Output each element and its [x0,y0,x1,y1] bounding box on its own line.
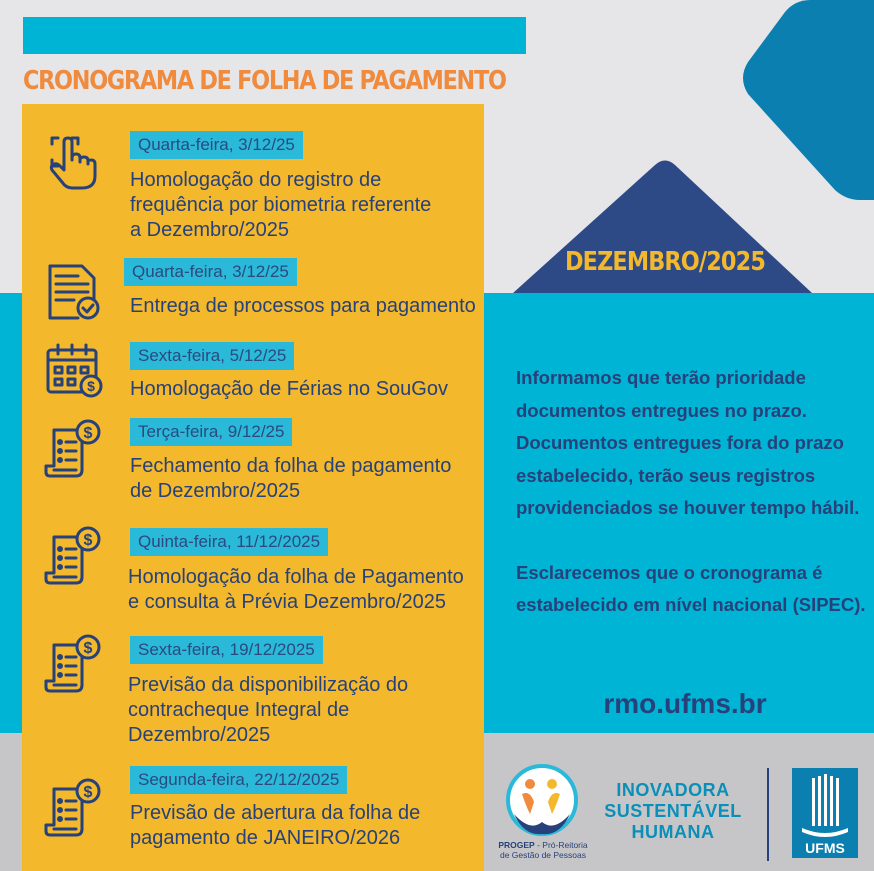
schedule-date: Quinta-feira, 11/12/2025 [130,528,328,556]
top-accent-bar [23,17,526,54]
schedule-item [22,418,484,513]
schedule-item [22,128,484,248]
website-link[interactable]: rmo.ufms.br [603,688,767,719]
calendar-money-icon [42,340,104,402]
svg-text:$: $ [87,378,95,394]
schedule-description: Previsão da disponibilização do contracheque Integral de Dezembro/2025 [128,674,409,746]
document-check-icon [42,260,104,322]
schedule-item [22,633,484,758]
month-label: DEZEMBRO/2025 [564,247,766,277]
schedule-date: Segunda-feira, 22/12/2025 [130,766,347,794]
schedule-date: Sexta-feira, 19/12/2025 [130,636,323,664]
schedule-date: Quarta-feira, 3/12/25 [130,131,303,159]
schedule-item [22,765,484,865]
fingerprint-touch-icon [42,130,104,192]
schedule-description: Homologação de Férias no SouGov [130,378,448,400]
schedule-item [22,525,484,625]
schedule-description: Homologação do registro de frequência por biometria referente a Dezembro/2025 [130,169,432,241]
info-text [516,362,866,622]
svg-text:$: $ [83,784,93,801]
schedule-date: Quarta-feira, 3/12/25 [124,258,297,286]
receipt-dollar-icon [42,633,104,695]
svg-text:$: $ [83,640,93,657]
progep-caption: PROGEP - Pró-Reitoria de Gestão de Pessoas [498,840,588,860]
schedule-description: Entrega de processos para pagamento [130,295,476,317]
svg-text:UFMS: UFMS [805,840,845,856]
schedule-date: Sexta-feira, 5/12/25 [130,342,294,370]
progep-logo [500,762,584,842]
schedule-description: Previsão de abertura da folha de pagamento de JANEIRO/2026 [130,802,421,849]
info-paragraph-priority: Informamos que terão prioridade documentos entregues no prazo. Documentos entregues fora do prazo estabelecido, terão seus registros providenciados se houver tempo hábil. [516,367,860,518]
schedule-item [22,340,484,410]
footer-divider [767,768,769,861]
receipt-dollar-icon [42,418,104,480]
schedule-description: Fechamento da folha de pagamento de Dezembro/2025 [130,455,452,502]
info-paragraph-sipec: Esclarecemos que o cronograma é estabelecido em nível nacional (SIPEC). [516,561,866,615]
page-title: CRONOGRAMA DE FOLHA DE PAGAMENTO [23,66,506,96]
ufms-logo [792,768,858,858]
schedule-date: Terça-feira, 9/12/25 [130,418,292,446]
schedule-description: Homologação da folha de Pagamento e consulta à Prévia Dezembro/2025 [128,566,464,613]
receipt-dollar-icon [42,525,104,587]
schedule-item [22,258,484,328]
slogan: INOVADORA SUSTENTÁVEL HUMANA [604,780,742,842]
svg-text:$: $ [83,425,93,442]
svg-text:$: $ [83,532,93,549]
receipt-dollar-icon [42,777,104,839]
